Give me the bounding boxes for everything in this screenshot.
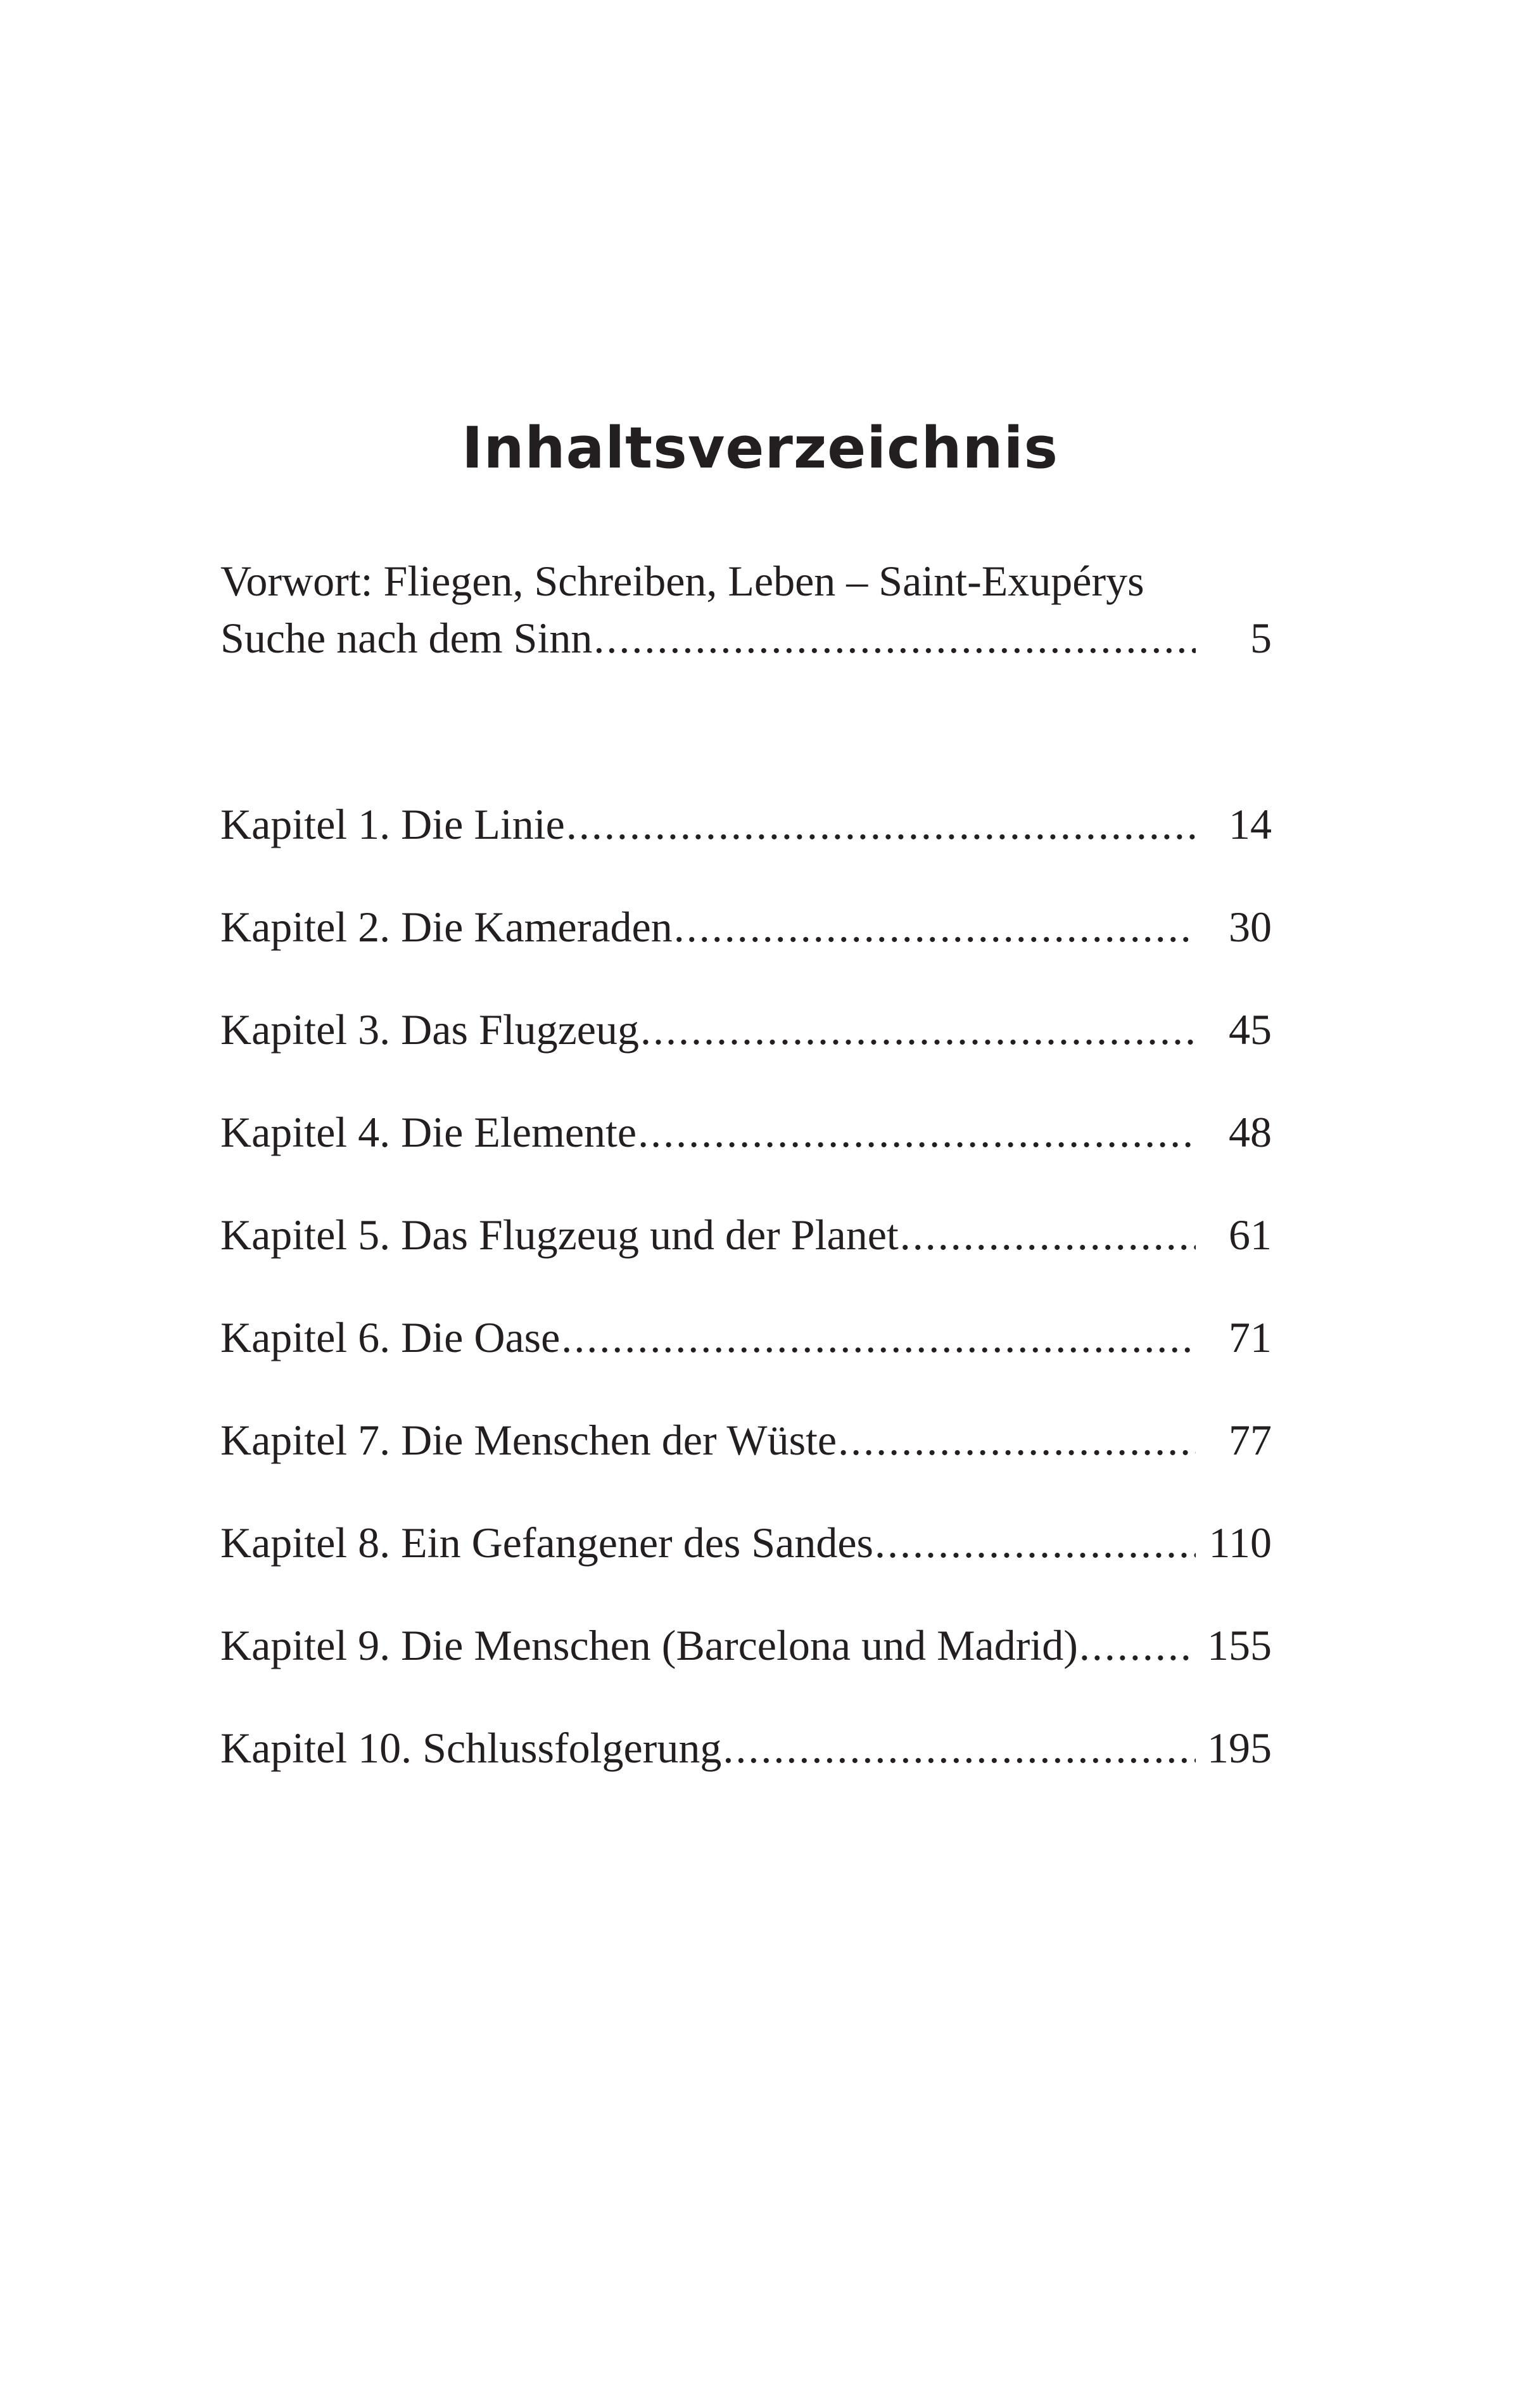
toc-foreword-line-1 xyxy=(220,552,1272,609)
toc-chapter-title: Kapitel 1. Die Linie xyxy=(220,800,565,848)
toc-entry-chapter-3 xyxy=(220,1001,1272,1058)
toc-leader-dots xyxy=(838,1411,1196,1468)
toc-entry-chapter-5 xyxy=(220,1206,1272,1263)
toc-page-number: 48 xyxy=(1229,1108,1272,1156)
toc-chapter-title: Kapitel 7. Die Menschen der Wüste xyxy=(220,1416,837,1464)
toc-page-number: 14 xyxy=(1229,800,1272,848)
toc-chapter-title: Kapitel 10. Schlussfolgerung xyxy=(220,1724,722,1772)
toc-entry-chapter-1 xyxy=(220,796,1272,853)
page-title: Inhaltsverzeichnis xyxy=(461,415,1059,481)
toc-page-number: 77 xyxy=(1229,1416,1272,1464)
toc-chapter-title: Kapitel 5. Das Flugzeug und der Planet xyxy=(220,1211,899,1259)
toc-page-number: 61 xyxy=(1229,1211,1272,1259)
toc-leader-dots xyxy=(900,1206,1196,1263)
toc-page-number: 30 xyxy=(1229,903,1272,951)
toc-chapter-title: Kapitel 6. Die Oase xyxy=(220,1313,560,1361)
toc-chapter-title: Kapitel 4. Die Elemente xyxy=(220,1108,637,1156)
toc-entry-chapter-9 xyxy=(220,1617,1272,1674)
toc-entry-chapter-8 xyxy=(220,1514,1272,1571)
toc-leader-dots xyxy=(875,1514,1196,1571)
toc-foreword-title-continued: Suche nach dem Sinn xyxy=(220,614,593,662)
toc-entry-chapter-6 xyxy=(220,1309,1272,1366)
toc-page-number: 155 xyxy=(1207,1621,1272,1669)
toc-leader-dots xyxy=(561,1309,1196,1366)
toc-page-number: 71 xyxy=(1229,1313,1272,1361)
toc-foreword-title: Vorwort: Fliegen, Schreiben, Leben – Saint-Exupérys xyxy=(220,557,1144,605)
toc-leader-dots xyxy=(566,796,1196,853)
toc-entry-chapter-2 xyxy=(220,898,1272,955)
toc-leader-dots xyxy=(638,1104,1196,1161)
toc-page-number: 195 xyxy=(1207,1724,1272,1772)
toc-entry-chapter-4 xyxy=(220,1104,1272,1161)
toc-leader-dots xyxy=(723,1719,1196,1776)
toc-chapter-title: Kapitel 2. Die Kameraden xyxy=(220,903,673,951)
toc-chapter-title: Kapitel 8. Ein Gefangener des Sandes xyxy=(220,1519,873,1567)
toc-page-number: 5 xyxy=(1250,614,1272,662)
toc-page-number: 45 xyxy=(1229,1005,1272,1054)
toc-entry-chapter-10 xyxy=(220,1719,1272,1776)
toc-leader-dots xyxy=(674,898,1196,955)
toc-entry-foreword xyxy=(220,609,1272,666)
toc-leader-dots xyxy=(640,1001,1196,1058)
toc-page-number: 110 xyxy=(1208,1519,1272,1567)
toc-leader-dots xyxy=(593,609,1196,666)
toc-chapter-title: Kapitel 9. Die Menschen (Barcelona und Madrid) xyxy=(220,1621,1078,1669)
toc-leader-dots xyxy=(1079,1617,1196,1674)
toc-chapter-title: Kapitel 3. Das Flugzeug xyxy=(220,1005,639,1054)
toc-entry-chapter-7 xyxy=(220,1411,1272,1468)
